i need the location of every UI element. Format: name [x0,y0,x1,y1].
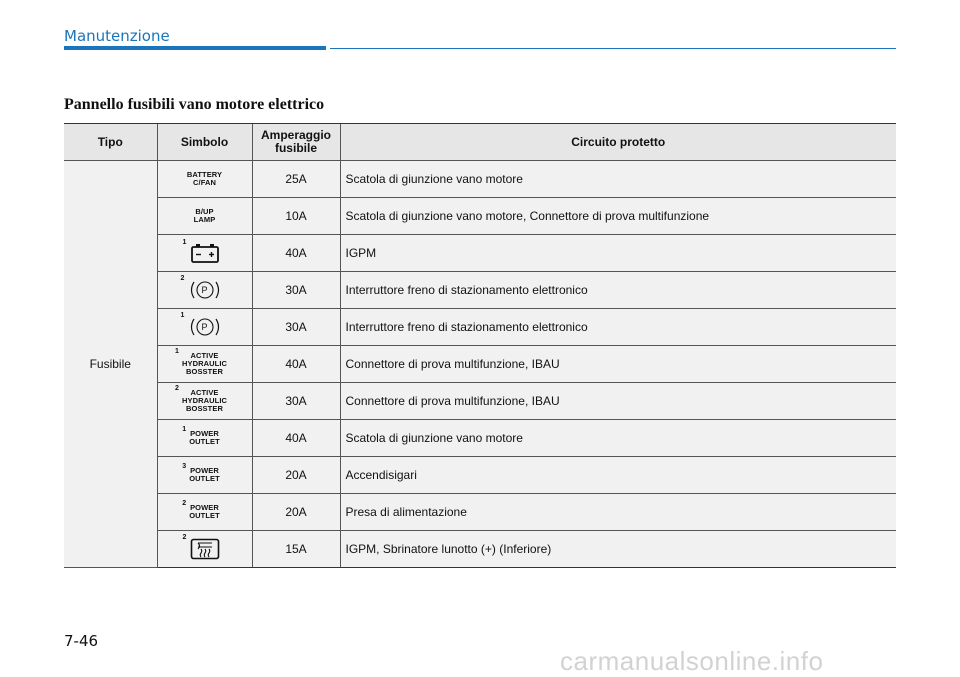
table-row [64,198,896,235]
circuit-cell: Scatola di giunzione vano motore, Connettore di prova multifunzione [340,198,896,235]
table-row [64,494,896,531]
table-row [64,531,896,568]
symbol-label-line: ACTIVE [190,387,219,397]
symbol-label-line: OUTLET [189,510,220,520]
parking-brake-icon [188,279,222,301]
parking-brake-letter: P [201,285,208,295]
symbol-cell [157,494,252,531]
fuse-symbol [194,208,216,225]
fuse-symbol [182,534,220,560]
circuit-cell: Connettore di prova multifunzione, IBAU [340,346,896,383]
symbol-label-line: BATTERY [186,169,223,179]
parking-brake-letter: P [201,322,208,332]
circuit-cell: IGPM, Sbrinatore lunotto (+) (Inferiore) [340,531,896,568]
amperage-cell: 40A [252,420,340,457]
symbol-label-line: HYDRAULIC [181,358,228,368]
page-number: 7-46 [64,632,99,650]
symbol-label [187,171,222,187]
symbol-label-line: POWER [190,428,219,438]
symbol-number: 3 [182,462,187,470]
fuse-symbol [187,171,222,188]
column-header-tipo: Tipo [64,124,157,161]
symbol-cell [157,346,252,383]
table-row [64,420,896,457]
symbol-label [194,208,216,224]
table-row [64,272,896,309]
amperage-cell: 25A [252,161,340,198]
symbol-cell [157,198,252,235]
amperage-cell: 15A [252,531,340,568]
symbol-number: 2 [182,534,187,541]
symbol-label [182,389,227,413]
symbol-label-line: BOSSTER [186,403,223,413]
amperage-cell: 30A [252,309,340,346]
symbol-label-line: POWER [190,465,219,475]
amperage-cell: 30A [252,272,340,309]
symbol-number: 1 [182,425,187,433]
circuit-cell: Presa di alimentazione [340,494,896,531]
rear-defroster-icon [190,538,220,560]
symbol-label [189,430,220,446]
amperage-cell: 40A [252,346,340,383]
tipo-cell: Fusibile [64,161,157,568]
column-header-circuito: Circuito protetto [340,124,896,161]
fuse-symbol [182,425,220,447]
section-title: Manutenzione [64,27,170,45]
column-header-simbolo: Simbolo [157,124,252,161]
circuit-cell: Scatola di giunzione vano motore [340,161,896,198]
table-row [64,309,896,346]
fuse-symbol [182,499,220,521]
amperage-cell: 10A [252,198,340,235]
battery-icon [190,243,220,263]
table-row [64,457,896,494]
circuit-cell: Interruttore freno di stazionamento elettronico [340,272,896,309]
symbol-number: 2 [174,384,179,392]
amperage-cell: 30A [252,383,340,420]
fuse-symbol [182,239,220,263]
circuit-cell: Scatola di giunzione vano motore [340,420,896,457]
circuit-cell: Interruttore freno di stazionamento elettronico [340,309,896,346]
symbol-label [189,467,220,483]
fuse-symbol [180,275,222,301]
table-row [64,383,896,420]
column-header-amperaggio-line2: fusibile [274,141,317,155]
fuse-symbol [182,462,220,484]
fuse-symbol [174,384,228,414]
amperage-cell: 40A [252,235,340,272]
symbol-label-line: ACTIVE [190,350,219,360]
header-rule [330,48,896,50]
circuit-cell: Connettore di prova multifunzione, IBAU [340,383,896,420]
fuse-symbol [174,347,228,377]
symbol-label [182,352,227,376]
symbol-label [189,504,220,520]
table-row [64,346,896,383]
symbol-label-line: LAMP [193,214,216,224]
symbol-cell [157,235,252,272]
symbol-number: 1 [174,347,179,355]
table-row [64,235,896,272]
symbol-number: 1 [182,239,187,246]
page-heading: Pannello fusibili vano motore elettrico [64,96,325,113]
symbol-cell [157,420,252,457]
amperage-cell: 20A [252,457,340,494]
symbol-label-line: POWER [190,502,219,512]
symbol-label-line: C/FAN [193,177,216,187]
symbol-cell [157,531,252,568]
header-accent-bar [64,46,326,50]
symbol-label-line: BOSSTER [186,366,223,376]
symbol-cell [157,161,252,198]
symbol-cell [157,309,252,346]
fuse-symbol [180,312,222,338]
symbol-cell [157,272,252,309]
symbol-number: 1 [180,312,185,319]
parking-brake-icon [188,316,222,338]
table-header-row [64,124,896,161]
watermark: carmanualsonline.info [560,646,824,676]
symbol-label-line: B/UP [195,206,214,216]
symbol-label-line: OUTLET [189,473,220,483]
symbol-label-line: HYDRAULIC [181,395,228,405]
symbol-cell [157,457,252,494]
symbol-number: 2 [182,499,187,507]
amperage-cell: 20A [252,494,340,531]
symbol-label-line: OUTLET [189,436,220,446]
circuit-cell: Accendisigari [340,457,896,494]
circuit-cell: IGPM [340,235,896,272]
fuse-table [64,123,896,568]
column-header-amperaggio [252,124,340,161]
symbol-number: 2 [180,275,185,282]
column-header-amperaggio-line1: Amperaggio [260,128,331,142]
table-row [64,161,896,198]
symbol-cell [157,383,252,420]
